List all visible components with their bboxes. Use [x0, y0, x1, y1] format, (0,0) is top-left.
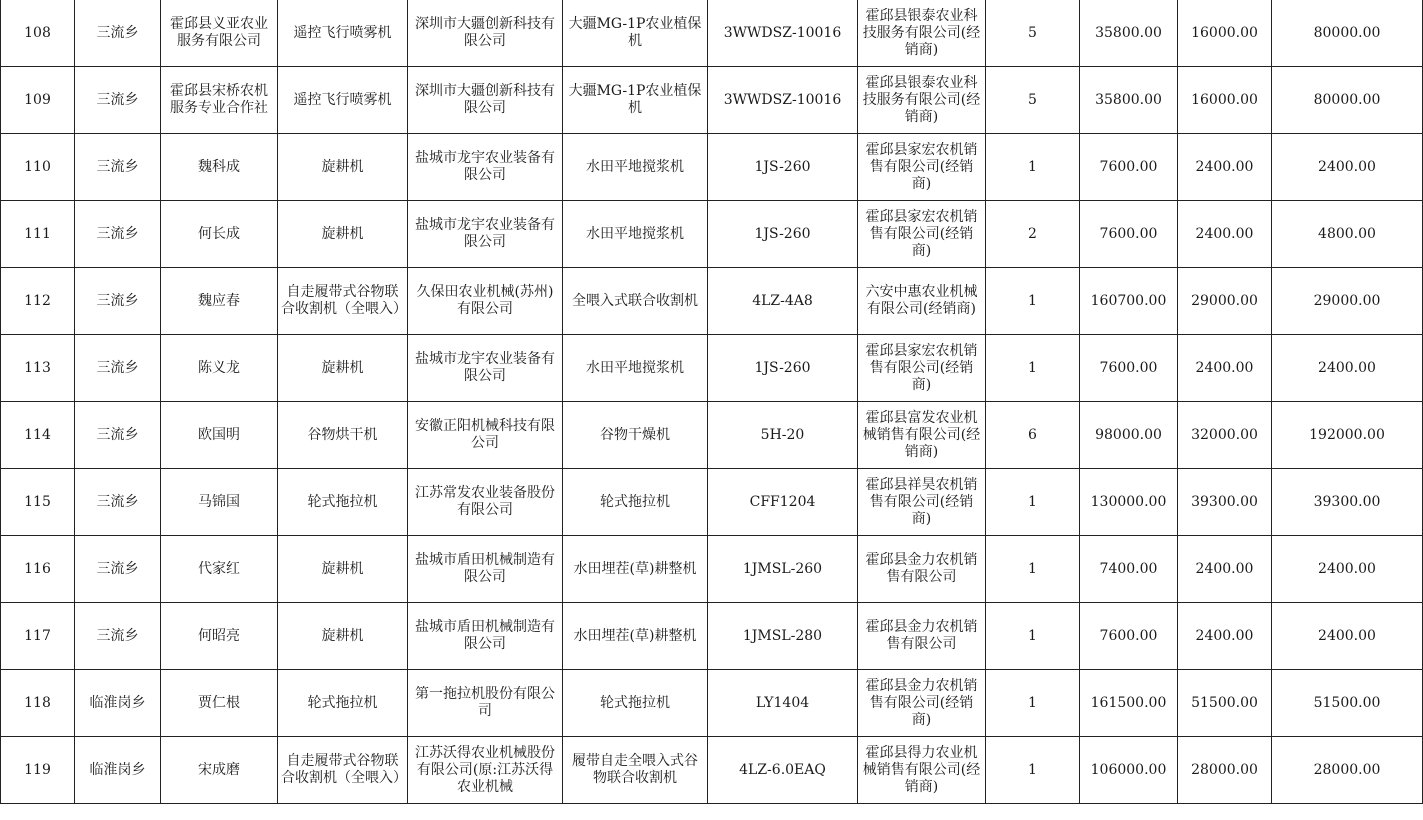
cell-township: 三流乡	[75, 335, 161, 402]
cell-township: 三流乡	[75, 0, 161, 67]
table-row	[1, 603, 1423, 670]
table-row	[1, 335, 1423, 402]
cell-product-name: 谷物干燥机	[563, 402, 708, 469]
table-row	[1, 402, 1423, 469]
cell-quantity: 5	[986, 0, 1080, 67]
cell-machine-type: 自走履带式谷物联合收割机（全喂入）	[278, 268, 408, 335]
cell-unit-price: 7600.00	[1080, 134, 1178, 201]
cell-buyer: 欧国明	[161, 402, 278, 469]
cell-product-name: 履带自走全喂入式谷物联合收割机	[563, 737, 708, 804]
cell-total-subsidy: 28000.00	[1272, 737, 1423, 804]
cell-dealer: 霍邱县金力农机销售有限公司(经销商)	[858, 670, 986, 737]
cell-unit-price: 35800.00	[1080, 67, 1178, 134]
cell-serial-number: 118	[1, 670, 75, 737]
cell-unit-subsidy: 2400.00	[1178, 335, 1272, 402]
cell-manufacturer: 第一拖拉机股份有限公司	[408, 670, 563, 737]
cell-model: CFF1204	[708, 469, 858, 536]
cell-quantity: 1	[986, 134, 1080, 201]
cell-serial-number: 109	[1, 67, 75, 134]
table-row	[1, 670, 1423, 737]
cell-dealer: 霍邱县富发农业机械销售有限公司(经销商)	[858, 402, 986, 469]
cell-model: 4LZ-4A8	[708, 268, 858, 335]
cell-serial-number: 108	[1, 0, 75, 67]
cell-township: 三流乡	[75, 134, 161, 201]
cell-total-subsidy: 2400.00	[1272, 603, 1423, 670]
cell-manufacturer: 深圳市大疆创新科技有限公司	[408, 0, 563, 67]
cell-product-name: 水田埋茬(草)耕整机	[563, 536, 708, 603]
cell-manufacturer: 盐城市盾田机械制造有限公司	[408, 603, 563, 670]
cell-manufacturer: 江苏沃得农业机械股份有限公司(原:江苏沃得农业机械	[408, 737, 563, 804]
table-row	[1, 201, 1423, 268]
cell-manufacturer: 安徽正阳机械科技有限公司	[408, 402, 563, 469]
cell-serial-number: 110	[1, 134, 75, 201]
cell-machine-type: 轮式拖拉机	[278, 670, 408, 737]
cell-quantity: 1	[986, 603, 1080, 670]
cell-township: 三流乡	[75, 603, 161, 670]
cell-model: 3WWDSZ-10016	[708, 67, 858, 134]
cell-buyer: 宋成磨	[161, 737, 278, 804]
cell-manufacturer: 江苏常发农业装备股份有限公司	[408, 469, 563, 536]
cell-model: 3WWDSZ-10016	[708, 0, 858, 67]
cell-total-subsidy: 80000.00	[1272, 0, 1423, 67]
cell-manufacturer: 盐城市龙宇农业装备有限公司	[408, 201, 563, 268]
cell-township: 三流乡	[75, 67, 161, 134]
cell-product-name: 大疆MG-1P农业植保机	[563, 0, 708, 67]
cell-total-subsidy: 4800.00	[1272, 201, 1423, 268]
cell-manufacturer: 盐城市龙宇农业装备有限公司	[408, 335, 563, 402]
cell-unit-price: 7400.00	[1080, 536, 1178, 603]
cell-quantity: 1	[986, 670, 1080, 737]
cell-quantity: 1	[986, 536, 1080, 603]
cell-quantity: 5	[986, 67, 1080, 134]
cell-dealer: 霍邱县家宏农机销售有限公司(经销商)	[858, 134, 986, 201]
cell-model: 1JS-260	[708, 134, 858, 201]
table-row	[1, 268, 1423, 335]
cell-machine-type: 旋耕机	[278, 201, 408, 268]
cell-total-subsidy: 29000.00	[1272, 268, 1423, 335]
cell-total-subsidy: 2400.00	[1272, 134, 1423, 201]
cell-unit-price: 160700.00	[1080, 268, 1178, 335]
cell-product-name: 大疆MG-1P农业植保机	[563, 67, 708, 134]
cell-buyer: 霍邱县义亚农业服务有限公司	[161, 0, 278, 67]
cell-model: 1JMSL-280	[708, 603, 858, 670]
cell-unit-price: 7600.00	[1080, 201, 1178, 268]
cell-machine-type: 旋耕机	[278, 603, 408, 670]
cell-unit-subsidy: 2400.00	[1178, 536, 1272, 603]
cell-serial-number: 111	[1, 201, 75, 268]
cell-machine-type: 自走履带式谷物联合收割机（全喂入）	[278, 737, 408, 804]
cell-township: 临淮岗乡	[75, 737, 161, 804]
cell-buyer: 魏科成	[161, 134, 278, 201]
cell-township: 三流乡	[75, 402, 161, 469]
cell-total-subsidy: 39300.00	[1272, 469, 1423, 536]
cell-total-subsidy: 80000.00	[1272, 67, 1423, 134]
table-row	[1, 134, 1423, 201]
cell-buyer: 何长成	[161, 201, 278, 268]
cell-total-subsidy: 192000.00	[1272, 402, 1423, 469]
cell-manufacturer: 深圳市大疆创新科技有限公司	[408, 67, 563, 134]
cell-total-subsidy: 2400.00	[1272, 536, 1423, 603]
cell-dealer: 霍邱县家宏农机销售有限公司(经销商)	[858, 201, 986, 268]
cell-township: 三流乡	[75, 536, 161, 603]
table-row	[1, 737, 1423, 804]
cell-unit-price: 161500.00	[1080, 670, 1178, 737]
cell-dealer: 霍邱县金力农机销售有限公司	[858, 603, 986, 670]
cell-dealer: 霍邱县得力农业机械销售有限公司(经销商)	[858, 737, 986, 804]
cell-model: 4LZ-6.0EAQ	[708, 737, 858, 804]
cell-buyer: 魏应春	[161, 268, 278, 335]
cell-model: 5H-20	[708, 402, 858, 469]
cell-quantity: 1	[986, 737, 1080, 804]
cell-model: LY1404	[708, 670, 858, 737]
cell-serial-number: 115	[1, 469, 75, 536]
cell-product-name: 全喂入式联合收割机	[563, 268, 708, 335]
cell-model: 1JS-260	[708, 201, 858, 268]
cell-manufacturer: 盐城市龙宇农业装备有限公司	[408, 134, 563, 201]
cell-product-name: 水田埋茬(草)耕整机	[563, 603, 708, 670]
cell-dealer: 霍邱县家宏农机销售有限公司(经销商)	[858, 335, 986, 402]
cell-township: 三流乡	[75, 268, 161, 335]
cell-machine-type: 遥控飞行喷雾机	[278, 67, 408, 134]
cell-machine-type: 遥控飞行喷雾机	[278, 0, 408, 67]
table-row	[1, 67, 1423, 134]
cell-serial-number: 116	[1, 536, 75, 603]
cell-machine-type: 旋耕机	[278, 134, 408, 201]
cell-township: 临淮岗乡	[75, 670, 161, 737]
cell-quantity: 1	[986, 335, 1080, 402]
cell-buyer: 何昭亮	[161, 603, 278, 670]
cell-product-name: 轮式拖拉机	[563, 670, 708, 737]
cell-quantity: 2	[986, 201, 1080, 268]
cell-serial-number: 114	[1, 402, 75, 469]
cell-quantity: 1	[986, 268, 1080, 335]
cell-unit-price: 98000.00	[1080, 402, 1178, 469]
cell-unit-subsidy: 16000.00	[1178, 0, 1272, 67]
cell-manufacturer: 久保田农业机械(苏州)有限公司	[408, 268, 563, 335]
cell-unit-subsidy: 28000.00	[1178, 737, 1272, 804]
cell-product-name: 水田平地搅浆机	[563, 201, 708, 268]
cell-quantity: 1	[986, 469, 1080, 536]
cell-model: 1JMSL-260	[708, 536, 858, 603]
cell-serial-number: 119	[1, 737, 75, 804]
cell-dealer: 六安中惠农业机械有限公司(经销商)	[858, 268, 986, 335]
cell-machine-type: 轮式拖拉机	[278, 469, 408, 536]
cell-buyer: 贾仁根	[161, 670, 278, 737]
cell-township: 三流乡	[75, 201, 161, 268]
cell-unit-subsidy: 16000.00	[1178, 67, 1272, 134]
cell-unit-subsidy: 51500.00	[1178, 670, 1272, 737]
cell-buyer: 陈义龙	[161, 335, 278, 402]
cell-dealer: 霍邱县银泰农业科技服务有限公司(经销商)	[858, 0, 986, 67]
cell-dealer: 霍邱县祥昊农机销售有限公司(经销商)	[858, 469, 986, 536]
cell-manufacturer: 盐城市盾田机械制造有限公司	[408, 536, 563, 603]
cell-unit-subsidy: 29000.00	[1178, 268, 1272, 335]
cell-unit-subsidy: 39300.00	[1178, 469, 1272, 536]
cell-total-subsidy: 2400.00	[1272, 335, 1423, 402]
cell-unit-price: 106000.00	[1080, 737, 1178, 804]
cell-buyer: 马锦国	[161, 469, 278, 536]
cell-unit-price: 7600.00	[1080, 335, 1178, 402]
cell-product-name: 水田平地搅浆机	[563, 335, 708, 402]
cell-dealer: 霍邱县金力农机销售有限公司	[858, 536, 986, 603]
cell-unit-subsidy: 2400.00	[1178, 201, 1272, 268]
cell-model: 1JS-260	[708, 335, 858, 402]
cell-unit-subsidy: 32000.00	[1178, 402, 1272, 469]
cell-quantity: 6	[986, 402, 1080, 469]
cell-unit-price: 130000.00	[1080, 469, 1178, 536]
table-row	[1, 469, 1423, 536]
cell-total-subsidy: 51500.00	[1272, 670, 1423, 737]
cell-machine-type: 谷物烘干机	[278, 402, 408, 469]
cell-township: 三流乡	[75, 469, 161, 536]
cell-buyer: 代家红	[161, 536, 278, 603]
cell-serial-number: 112	[1, 268, 75, 335]
cell-product-name: 水田平地搅浆机	[563, 134, 708, 201]
cell-unit-price: 35800.00	[1080, 0, 1178, 67]
cell-product-name: 轮式拖拉机	[563, 469, 708, 536]
cell-unit-price: 7600.00	[1080, 603, 1178, 670]
cell-machine-type: 旋耕机	[278, 335, 408, 402]
cell-serial-number: 113	[1, 335, 75, 402]
cell-unit-subsidy: 2400.00	[1178, 603, 1272, 670]
cell-dealer: 霍邱县银泰农业科技服务有限公司(经销商)	[858, 67, 986, 134]
table-row	[1, 0, 1423, 67]
cell-serial-number: 117	[1, 603, 75, 670]
cell-machine-type: 旋耕机	[278, 536, 408, 603]
table-row	[1, 536, 1423, 603]
cell-unit-subsidy: 2400.00	[1178, 134, 1272, 201]
cell-buyer: 霍邱县宋桥农机服务专业合作社	[161, 67, 278, 134]
